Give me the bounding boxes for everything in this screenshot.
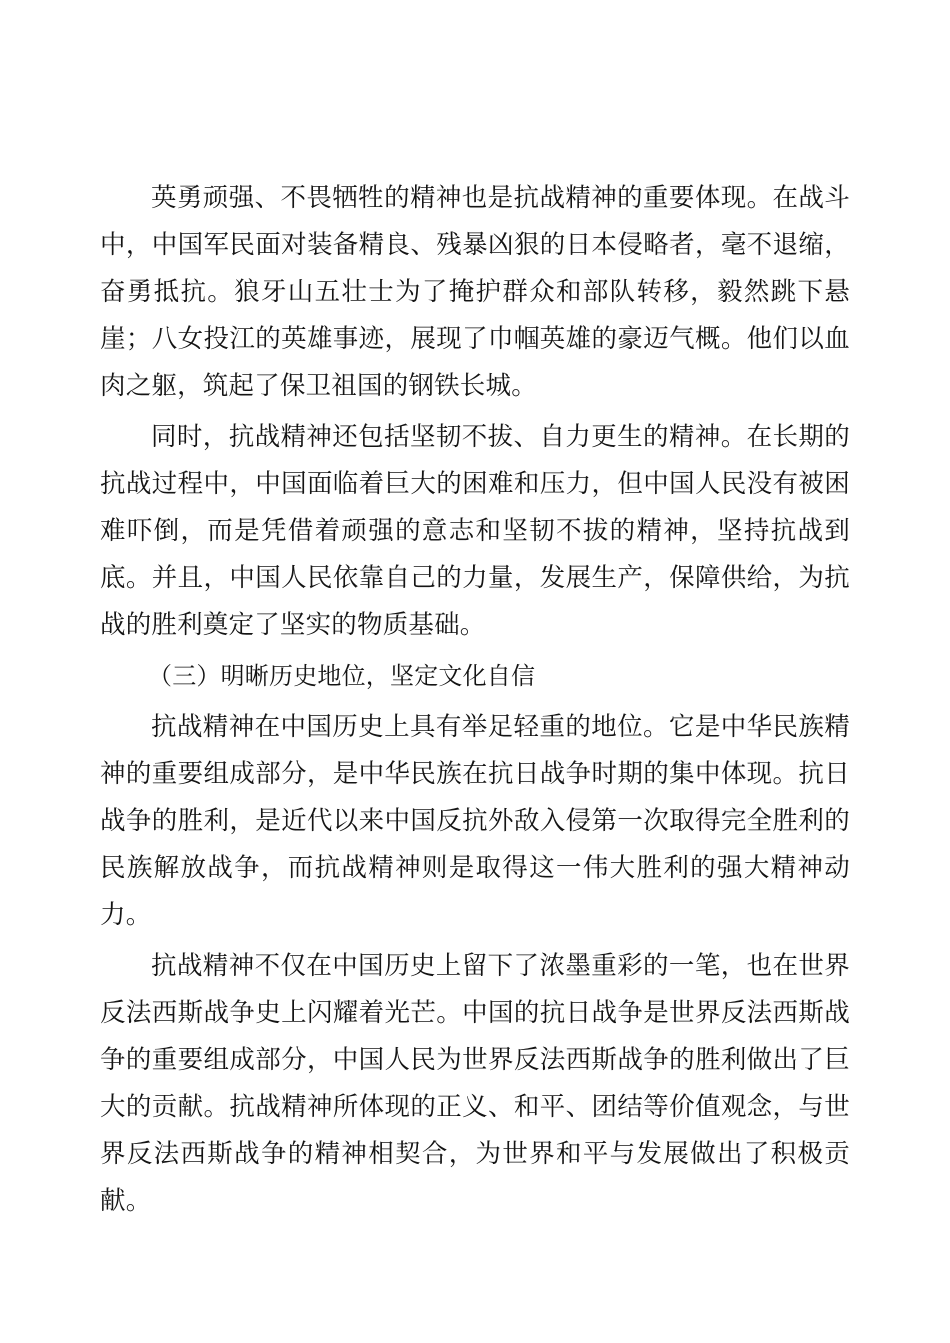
paragraph-heroic-spirit: 英勇顽强、不畏牺牲的精神也是抗战精神的重要体现。在战斗中，中国军民面对装备精良、残暴凶狠的日本侵略者，毫不退缩，奋勇抵抗。狼牙山五壮士为了掩护群众和部队转移，毅然跳下悬崖；八女投江的英雄事迹，展现了巾帼英雄的豪迈气概。他们以血肉之躯，筑起了保卫祖国的钢铁长城。 <box>100 183 850 401</box>
paragraph-historical-status: 抗战精神在中国历史上具有举足轻重的地位。它是中华民族精神的重要组成部分，是中华民族在抗日战争时期的集中体现。抗日战争的胜利，是近代以来中国反抗外敌入侵第一次取得完全胜利的民族解放战争，而抗战精神则是取得这一伟大胜利的强大精神动力。 <box>100 712 850 930</box>
paragraph-perseverance-spirit: 同时，抗战精神还包括坚韧不拔、自力更生的精神。在长期的抗战过程中，中国面临着巨大的困难和压力，但中国人民没有被困难吓倒，而是凭借着顽强的意志和坚韧不拔的精神，坚持抗战到底。并且，中国人民依靠自己的力量，发展生产，保障供给，为抗战的胜利奠定了坚实的物质基础。 <box>100 422 850 640</box>
paragraph-world-antifascist: 抗战精神不仅在中国历史上留下了浓墨重彩的一笔，也在世界反法西斯战争史上闪耀着光芒。中国的抗日战争是世界反法西斯战争的重要组成部分，中国人民为世界反法西斯战争的胜利做出了巨大的贡献。抗战精神所体现的正义、和平、团结等价值观念，与世界反法西斯战争的精神相契合，为世界和平与发展做出了积极贡献。 <box>100 951 850 1216</box>
document-body <box>100 175 850 1225</box>
heading-section-three: （三）明晰历史地位，坚定文化自信 <box>148 662 536 690</box>
